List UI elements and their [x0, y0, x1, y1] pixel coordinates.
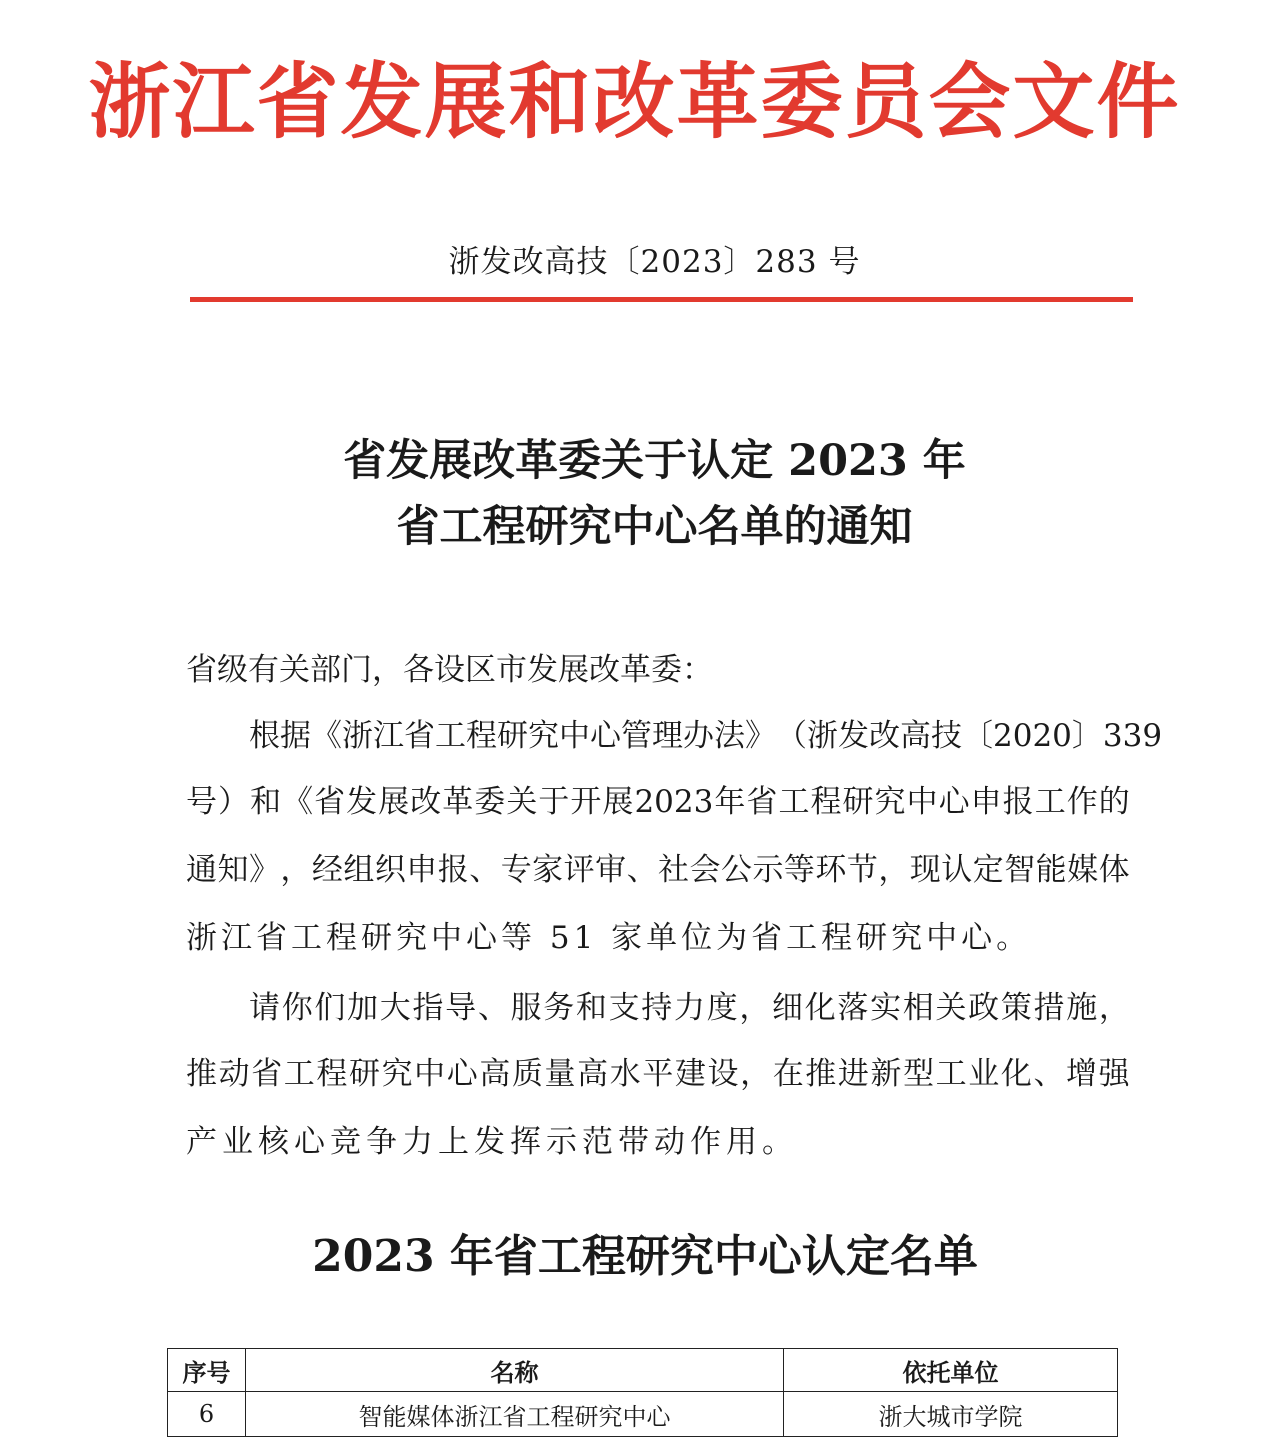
salutation: 省级有关部门，各设区市发展改革委： [186, 652, 713, 688]
red-divider-rule [190, 297, 1133, 302]
paragraph-1-line-1: 根 据 《 浙 江 省 工 程 研 究 中 心 管 理 办 法 》 （ 浙 发 改 高 技 〔 2020 〕 339 [249, 718, 1163, 754]
column-header-name: 名称 [246, 1349, 784, 1392]
centers-table [167, 1348, 1118, 1437]
paragraph-1-line-4: 浙江省工程研究中心等 51 家单位为省工程研究中心。 [186, 920, 1032, 956]
masthead-title: 浙江省发展和改革委员会文件 [88, 54, 1181, 150]
paragraph-1-line-2: 号 ） 和 《 省 发 展 改 革 委 关 于 开 展 2023 年 省 工 程 研 究 中 心 申 报 工 作 的 [186, 784, 1130, 820]
paragraph-1-line-3: 通 知 》 ， 经 组 织 申 报 、 专 家 评 审 、 社 会 公 示 等 环 节 ， 现 认 定 智 能 媒 体 [186, 852, 1130, 888]
table-header-row [168, 1349, 1118, 1392]
notice-title-line-1: 省发展改革委关于认定 2023 年 [343, 436, 966, 486]
cell-index: 6 [168, 1392, 246, 1437]
column-header-index: 序号 [168, 1349, 246, 1392]
paragraph-2-line-2: 推 动 省 工 程 研 究 中 心 高 质 量 高 水 平 建 设 ， 在 推 进 新 型 工 业 化 、 增 强 [186, 1056, 1130, 1092]
cell-host-unit: 浙大城市学院 [784, 1392, 1118, 1437]
list-title: 2023 年省工程研究中心认定名单 [312, 1231, 978, 1282]
table-row [168, 1392, 1118, 1437]
cell-center-name: 智能媒体浙江省工程研究中心 [246, 1392, 784, 1437]
document-number: 浙发改高技〔2023〕283 号 [448, 244, 861, 280]
notice-title-line-2: 省工程研究中心名单的通知 [396, 502, 913, 552]
paragraph-2-line-3: 产业核心竞争力上发挥示范带动作用。 [186, 1124, 798, 1160]
paragraph-2-line-1: 请 你 们 加 大 指 导 、 服 务 和 支 持 力 度 ， 细 化 落 实 相 关 政 策 措 施 ， [249, 990, 1130, 1026]
column-header-host-unit: 依托单位 [784, 1349, 1118, 1392]
